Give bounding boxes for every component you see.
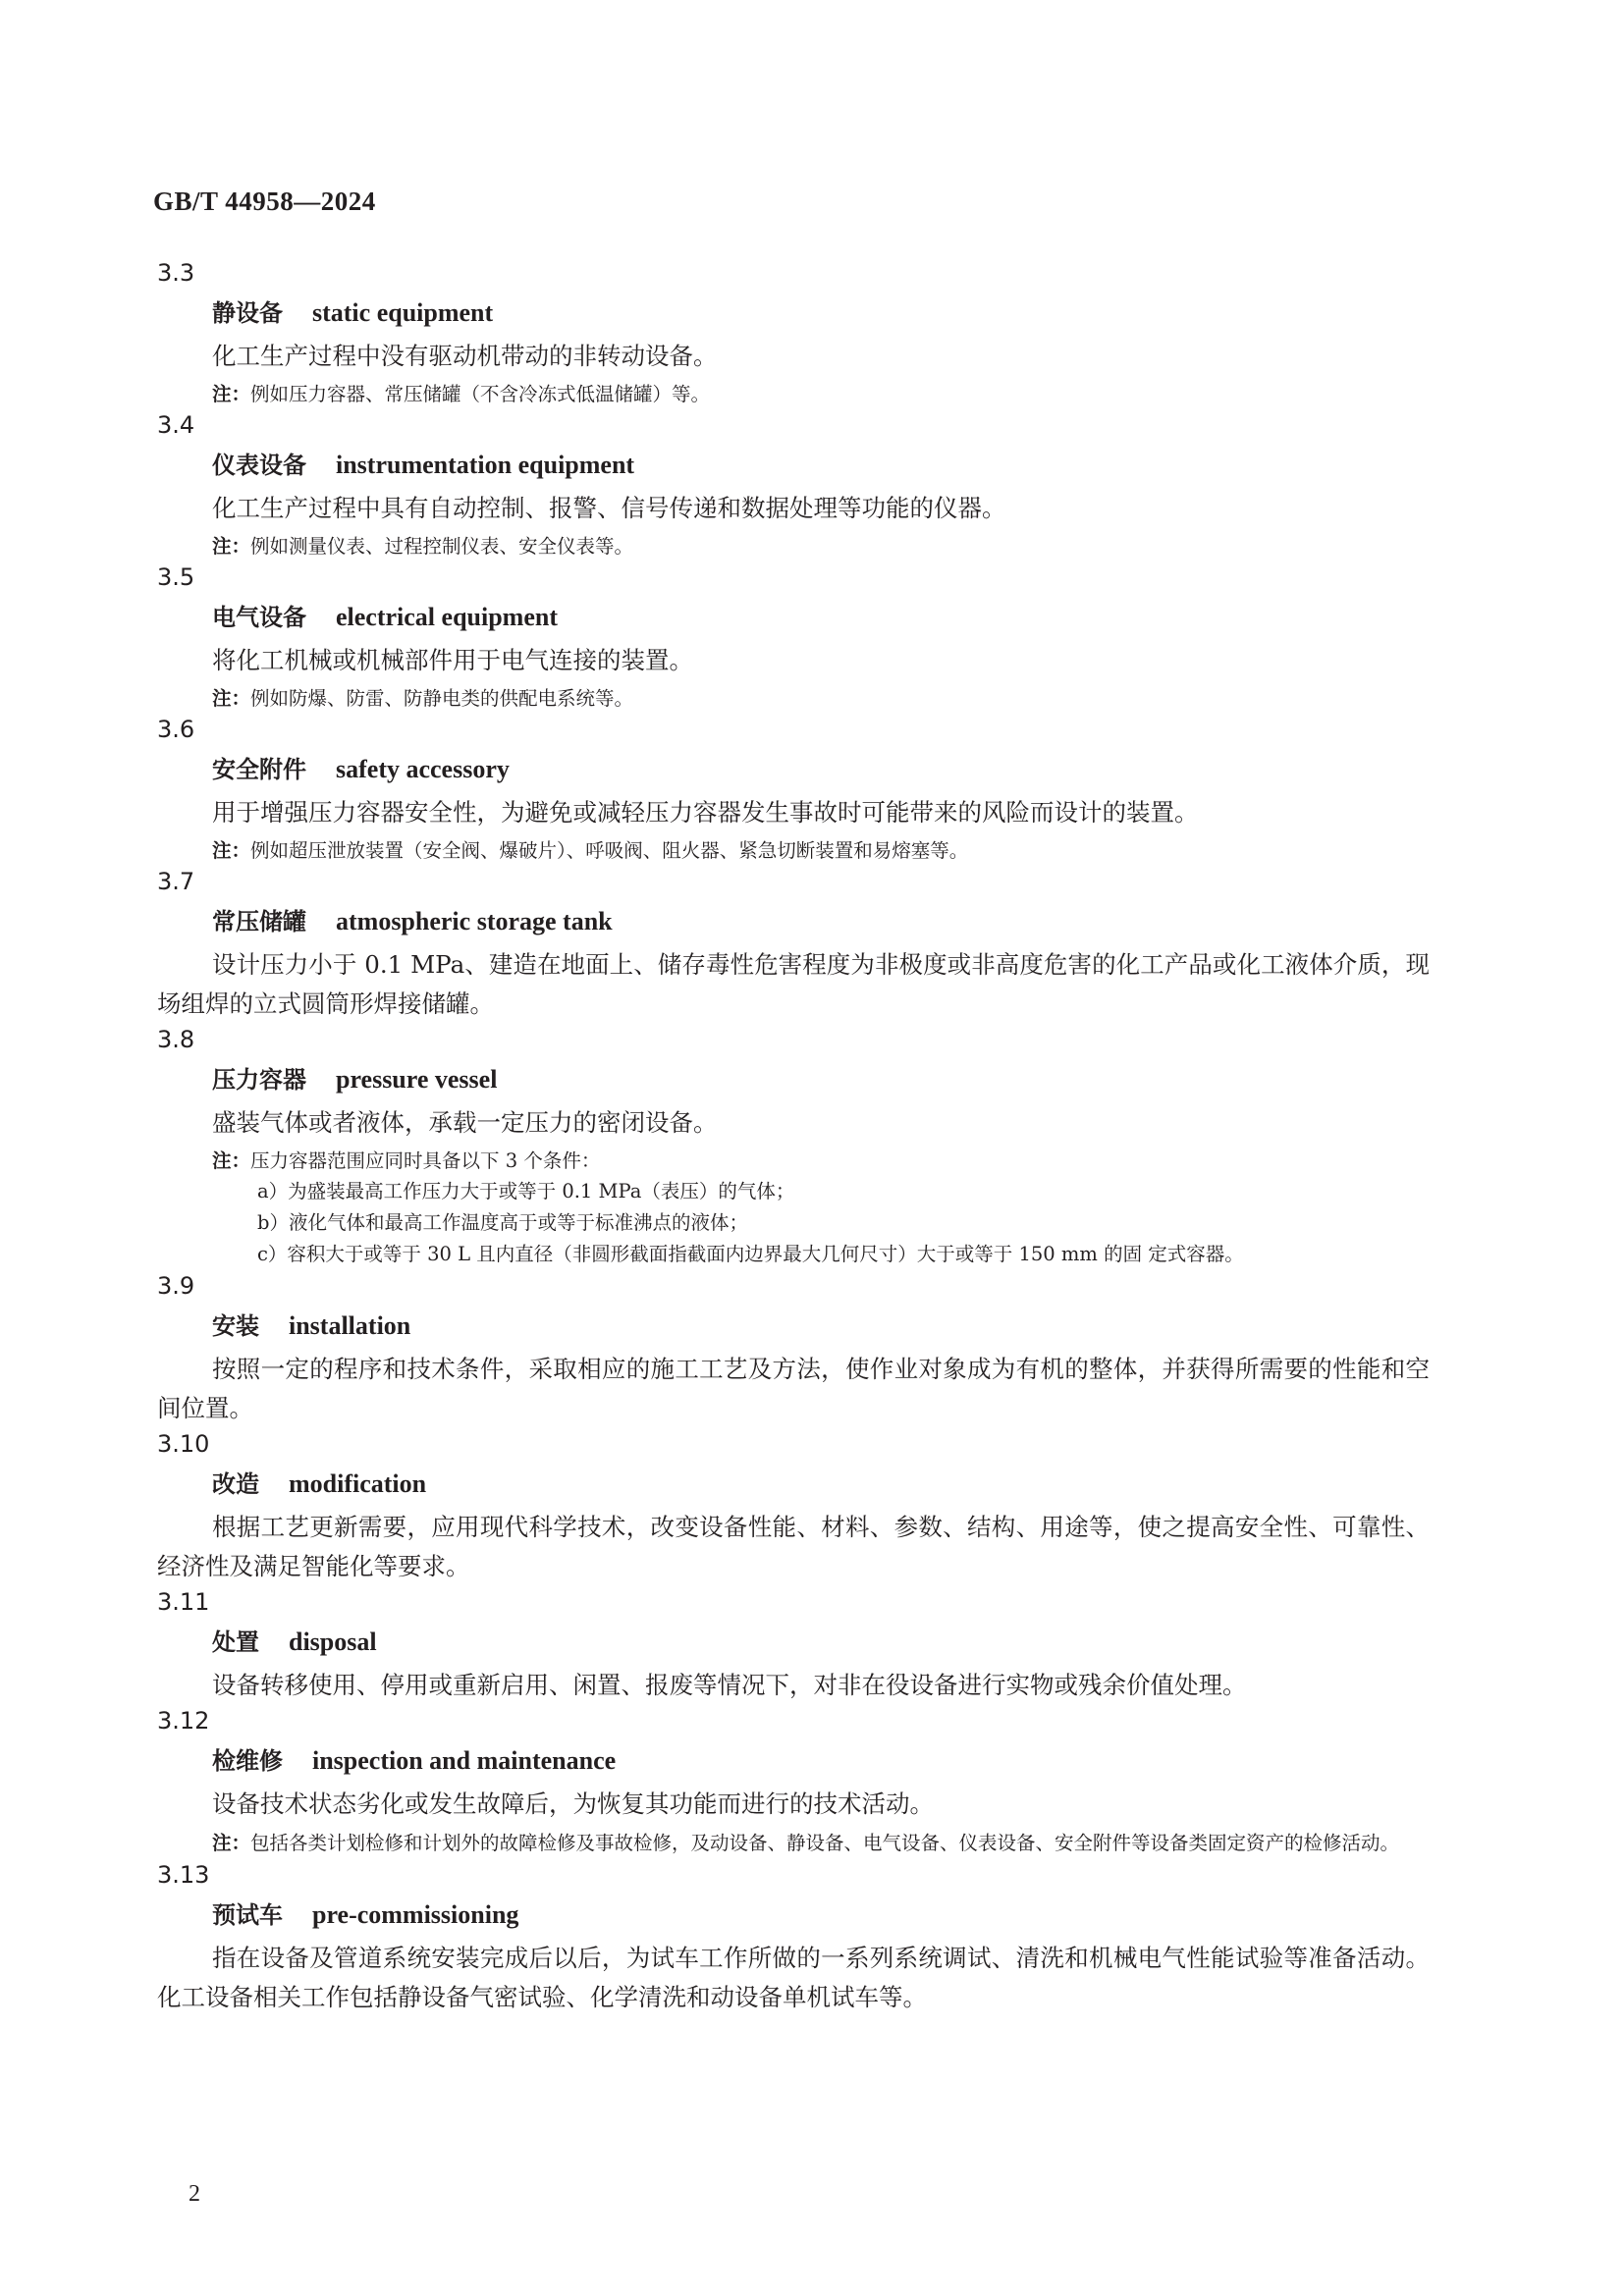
term-number: 3.8	[157, 1026, 195, 1053]
term-title-zh: 检维修	[212, 1746, 283, 1775]
term-number: 3.3	[157, 259, 195, 287]
term-definition: 设备技术状态劣化或发生故障后，为恢复其功能而进行的技术活动。	[212, 1789, 934, 1818]
note-label: 注：	[212, 1149, 251, 1172]
term-note	[212, 1828, 1469, 1859]
term-note	[212, 532, 1430, 561]
term-entry	[0, 1428, 1624, 1586]
term-number: 3.12	[157, 1707, 210, 1735]
term-definition: 化工生产过程中没有驱动机带动的非转动设备。	[212, 342, 718, 370]
term-title-en: pre-commissioning	[312, 1900, 519, 1929]
term-title	[212, 1064, 1624, 1095]
term-title	[212, 602, 1624, 633]
term-title	[212, 906, 1624, 937]
term-title-zh: 安全附件	[212, 755, 306, 783]
note-label: 注：	[212, 535, 251, 558]
term-definition: 根据工艺更新需要，应用现代科学技术，改变设备性能、材料、参数、结构、用途等，使之提高安全性、可靠性、经济性及满足智能化等要求。	[157, 1513, 1430, 1580]
term-entry	[0, 1270, 1624, 1428]
note-label: 注：	[212, 1832, 251, 1854]
page-number: 2	[189, 2181, 200, 2207]
term-title	[212, 1745, 1624, 1777]
term-entry	[0, 1024, 1624, 1270]
term-title-en: inspection and maintenance	[312, 1746, 617, 1775]
term-entry	[0, 1705, 1624, 1859]
term-title	[212, 450, 1624, 481]
term-entry	[0, 257, 1624, 409]
term-number: 3.9	[157, 1272, 195, 1300]
term-title	[212, 1468, 1624, 1500]
term-entry	[0, 866, 1624, 1024]
term-number: 3.13	[157, 1861, 210, 1889]
term-title	[212, 754, 1624, 785]
term-number: 3.11	[157, 1588, 210, 1616]
term-number: 3.4	[157, 411, 195, 439]
term-number: 3.10	[157, 1430, 210, 1458]
term-number: 3.5	[157, 563, 195, 591]
term-title-zh: 压力容器	[212, 1065, 306, 1094]
term-note	[212, 836, 1430, 866]
term-definition: 将化工机械或机械部件用于电气连接的装置。	[212, 646, 693, 674]
note-list-item: b）液化气体和最高工作温度高于或等于标准沸点的液体；	[257, 1211, 748, 1234]
note-label: 注：	[212, 839, 251, 862]
note-text: 压力容器范围应同时具备以下 3 个条件：	[250, 1149, 601, 1172]
term-title-zh: 安装	[212, 1311, 259, 1340]
term-definition: 盛装气体或者液体，承载一定压力的密闭设备。	[212, 1108, 718, 1137]
term-title-en: atmospheric storage tank	[336, 907, 613, 935]
standard-code: GB/T 44958—2024	[153, 187, 376, 216]
note-text: 例如超压泄放装置（安全阀、爆破片）、呼吸阀、阻火器、紧急切断装置和易熔塞等。	[250, 839, 969, 862]
term-title-zh: 仪表设备	[212, 451, 306, 479]
term-title-zh: 电气设备	[212, 603, 306, 631]
note-label: 注：	[212, 383, 251, 405]
note-text: 例如测量仪表、过程控制仪表、安全仪表等。	[250, 535, 634, 558]
term-definition: 化工生产过程中具有自动控制、报警、信号传递和数据处理等功能的仪器。	[212, 494, 1006, 522]
term-definition: 设计压力小于 0.1 MPa、建造在地面上、储存毒性危害程度为非极度或非高度危害的化工产品或化工液体介质，现场组焊的立式圆筒形焊接储罐。	[157, 950, 1430, 1018]
term-title-en: instrumentation equipment	[336, 451, 635, 479]
term-title	[212, 1627, 1624, 1658]
term-note	[212, 684, 1430, 714]
note-text: 包括各类计划检修和计划外的故障检修及事故检修，及动设备、静设备、电气设备、仪表设备、安全附件等设备类固定资产的检修活动。	[250, 1832, 1400, 1854]
note-label: 注：	[212, 687, 251, 710]
term-definition: 按照一定的程序和技术条件，采取相应的施工工艺及方法，使作业对象成为有机的整体，并获得所需要的性能和空间位置。	[157, 1355, 1430, 1422]
term-entry	[0, 714, 1624, 866]
term-title-en: disposal	[289, 1628, 377, 1656]
note-text: 例如压力容器、常压储罐（不含冷冻式低温储罐）等。	[250, 383, 711, 405]
term-definition: 用于增强压力容器安全性，为避免或减轻压力容器发生事故时可能带来的风险而设计的装置。	[212, 798, 1199, 827]
terms-section	[0, 257, 1624, 2017]
term-note	[212, 1147, 1430, 1176]
term-note	[212, 380, 1430, 409]
term-title-en: static equipment	[312, 298, 494, 327]
term-number: 3.6	[157, 716, 195, 743]
term-title-zh: 改造	[212, 1469, 259, 1498]
term-entry	[0, 409, 1624, 561]
term-title-en: pressure vessel	[336, 1065, 498, 1094]
term-entry	[0, 1859, 1624, 2017]
note-text: 例如防爆、防雷、防静电类的供配电系统等。	[250, 687, 634, 710]
term-title-en: safety accessory	[336, 755, 510, 783]
term-title	[212, 297, 1624, 329]
term-title-zh: 处置	[212, 1628, 259, 1656]
term-title	[212, 1310, 1624, 1342]
term-title-en: installation	[289, 1311, 411, 1340]
note-list-item: a）为盛装最高工作压力大于或等于 0.1 MPa（表压）的气体；	[257, 1180, 795, 1202]
note-list-item: c）容积大于或等于 30 L 且内直径（非圆形截面指截面内边界最大几何尺寸）大于或等于 150 mm 的固 定式容器。	[257, 1243, 1244, 1265]
term-title-zh: 静设备	[212, 298, 283, 327]
term-title-zh: 预试车	[212, 1900, 283, 1929]
term-title-en: electrical equipment	[336, 603, 558, 631]
term-title-en: modification	[289, 1469, 427, 1498]
term-title	[212, 1899, 1624, 1931]
term-number: 3.7	[157, 868, 195, 895]
term-definition: 指在设备及管道系统安装完成后以后，为试车工作所做的一系列系统调试、清洗和机械电气性能试验等准备活动。化工设备相关工作包括静设备气密试验、化学清洗和动设备单机试车等。	[157, 1944, 1430, 2011]
term-entry	[0, 561, 1624, 714]
term-entry	[0, 1586, 1624, 1705]
term-title-zh: 常压储罐	[212, 907, 306, 935]
term-definition: 设备转移使用、停用或重新启用、闲置、报废等情况下，对非在役设备进行实物或残余价值处理。	[212, 1671, 1247, 1699]
